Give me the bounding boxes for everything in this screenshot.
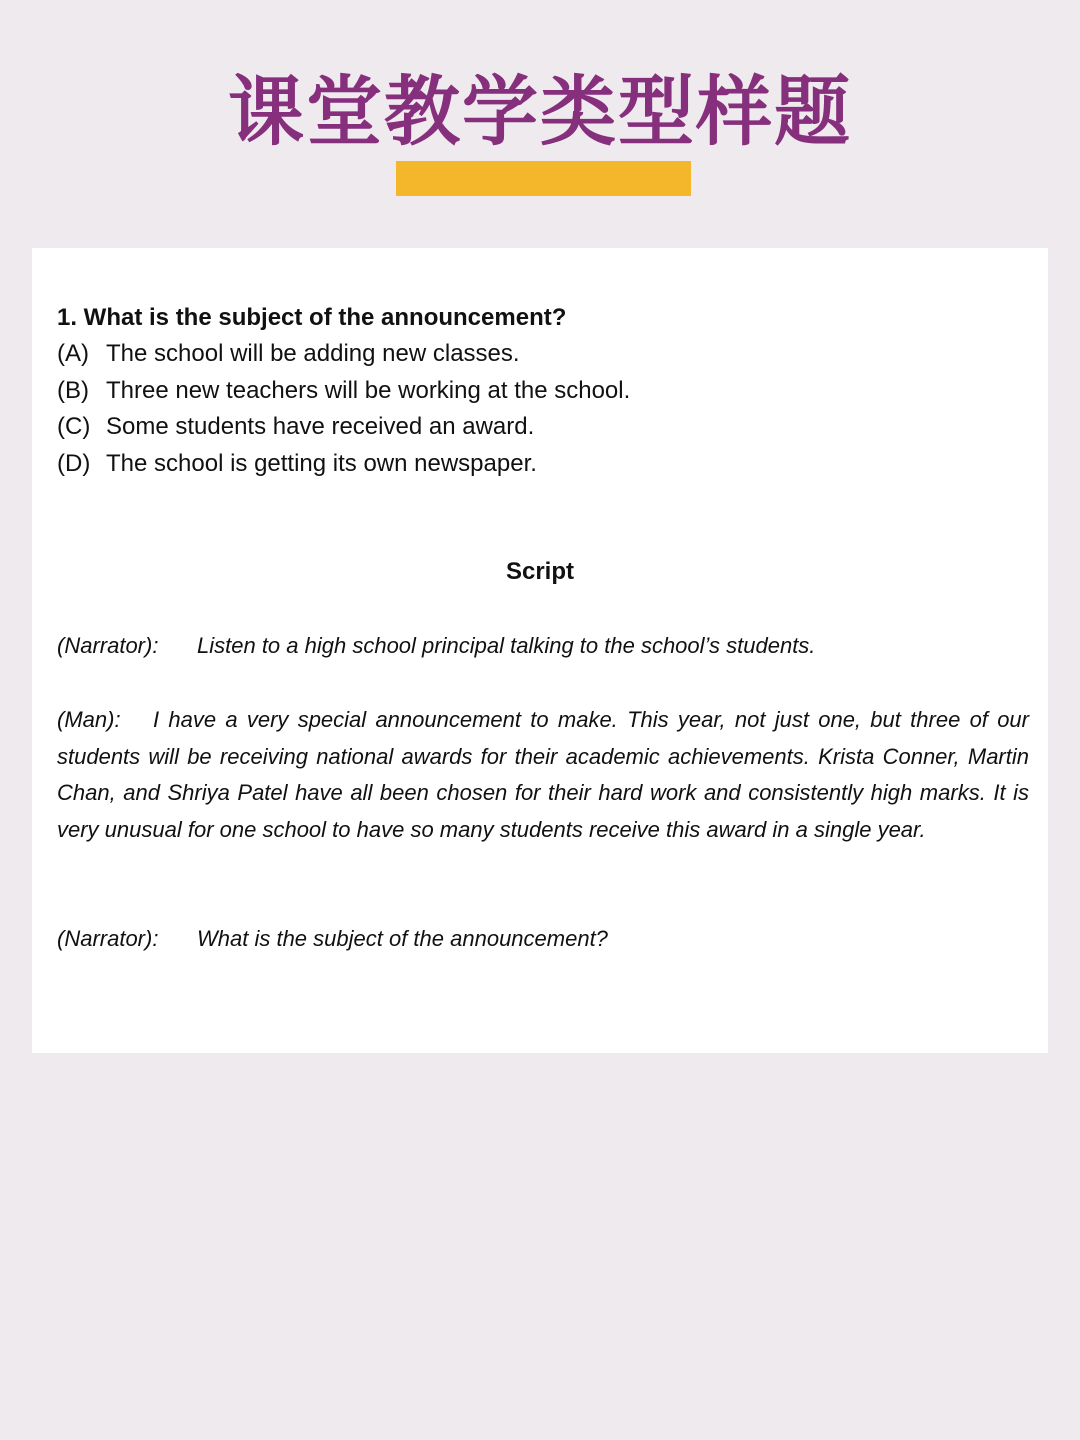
option-letter: (C)	[57, 413, 91, 441]
script-line-narrator-question	[57, 921, 1029, 958]
option-text: The school will be adding new classes.	[106, 340, 520, 367]
option-letter: (B)	[57, 376, 89, 404]
option-letter: (A)	[57, 340, 89, 367]
question-title: 1. What is the subject of the announcement?	[57, 304, 567, 331]
option-text: Three new teachers will be working at the school.	[106, 376, 631, 404]
script-heading: Script	[505, 558, 574, 585]
option-text: The school is getting its own newspaper.	[106, 449, 537, 477]
speaker-label: (Narrator):	[57, 633, 159, 658]
page-title: 课堂教学类型样题	[228, 67, 852, 156]
question-card	[32, 248, 1048, 1053]
script-text: What is the subject of the announcement?	[197, 926, 608, 951]
option-c	[57, 409, 1017, 446]
speaker-label: (Man):	[57, 707, 121, 732]
script-line-man	[57, 702, 1029, 848]
option-d	[57, 446, 1017, 483]
script-line-narrator-intro	[57, 628, 1029, 665]
script-text: Listen to a high school principal talking to the school’s students.	[197, 633, 816, 658]
title-underline	[396, 161, 691, 196]
speaker-label: (Narrator):	[57, 926, 159, 951]
option-letter: (D)	[57, 449, 91, 477]
option-a	[57, 336, 1017, 373]
option-b	[57, 373, 1017, 410]
script-text: I have a very special announcement to make. This year, not just one, but three of our students will be receiving national awards for their academic achievements. Krista Conner, Martin Chan, and Shriya Patel have all been chosen for their hard work and consistently high marks. It is very unusual for one school to have so many students receive this award in a single year.	[57, 707, 1029, 842]
option-text: Some students have received an award.	[106, 413, 535, 441]
question-block	[57, 300, 1017, 482]
